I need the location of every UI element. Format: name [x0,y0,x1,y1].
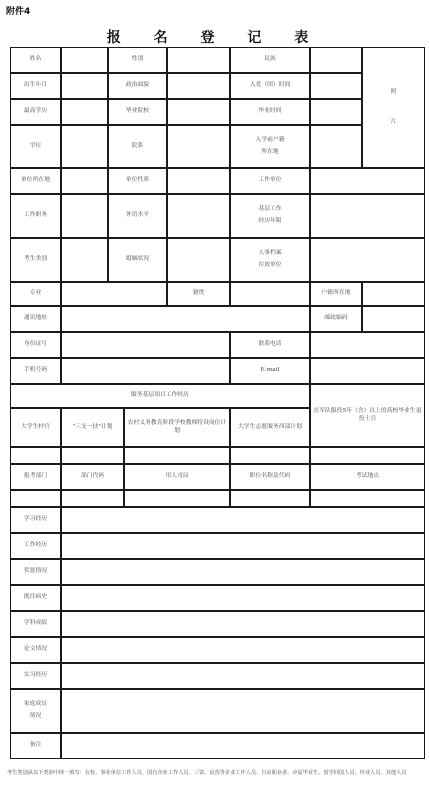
label-archive [230,238,310,282]
label-western-volunteer: 大学生志愿服务西部计划 [230,408,310,447]
label-awards: 奖惩情况 [10,559,61,585]
label-study-history: 学习经历 [10,507,61,533]
field-email[interactable] [310,358,425,384]
label-family-line1: 家庭成员 [23,701,48,708]
field-grad-school[interactable] [167,99,230,125]
field-education[interactable] [61,99,108,125]
label-dept-applied: 报考部门 [10,464,61,490]
label-marital: 婚姻状况 [108,238,167,282]
field-postcode[interactable] [362,306,425,332]
label-dept-code: 部门代码 [61,464,124,490]
field-past-illness[interactable] [61,585,425,611]
label-id-no: 身份证号 [10,332,61,358]
label-grassroots [230,194,310,238]
label-gender: 性别 [108,47,167,73]
field-foreign-lang[interactable] [167,194,230,238]
field-remarks[interactable] [61,733,425,759]
label-papers: 论文情况 [10,637,61,663]
label-birth: 出生年月 [10,73,61,99]
label-mobile: 手机号码 [10,358,61,384]
field-internship[interactable] [61,663,425,689]
field-phone[interactable] [310,332,425,358]
field-marital[interactable] [167,238,230,282]
field-sanzhi-yifu[interactable] [61,447,124,464]
label-ethnicity: 民族 [230,47,310,73]
service-header: 服务基层项目工作经历 [10,384,310,408]
label-name: 姓名 [10,47,61,73]
photo-label-2: 片 [390,118,397,125]
field-position-code[interactable] [230,490,310,507]
label-army: 在军队服役5年（含）以上的高校毕业生退役士兵 [310,384,425,447]
label-archive-line1: 人事档案 [258,250,282,257]
label-internship: 实习经历 [10,663,61,689]
label-position-code: 职位名称及代码 [230,464,310,490]
field-mobile[interactable] [61,358,230,384]
field-party-join[interactable] [310,73,362,99]
label-exam-site: 考试地点 [310,464,425,490]
label-phone: 联系电话 [230,332,310,358]
field-gender[interactable] [167,47,230,73]
label-candidate-type: 考生类别 [10,238,61,282]
label-education: 最高学历 [10,99,61,125]
field-western-volunteer[interactable] [230,447,310,464]
label-archive-line2: 存放单位 [258,262,282,268]
label-work-history: 工作经历 [10,533,61,559]
footnote: 考生类别从以下类别中择一填写：在校、事业单位工作人员、国有企业工作人员、三资、民营等企业工作人员、自由职业者、应届毕业生、留学回国人员、待业人员、其他人员 [7,770,407,776]
field-archive[interactable] [310,238,425,282]
label-grassroots-line1: 基层工作 [258,206,282,213]
field-study-history[interactable] [61,507,425,533]
field-hukou-loc[interactable] [362,282,425,306]
label-work-unit-nature: 单位性质 [108,168,167,194]
field-specialty[interactable] [61,282,167,306]
label-grassroots-line2: 经历年限 [258,218,282,224]
label-remarks: 备注 [10,733,61,759]
photo-label-1: 照 [390,88,397,95]
field-major-dept[interactable] [167,125,230,168]
label-email: E-mail [230,358,310,384]
label-hukou-line1: 入学前户籍 [255,136,285,143]
field-family[interactable] [61,689,425,733]
label-party-join: 入党（团）时间 [230,73,310,99]
label-political: 政治面貌 [108,73,167,99]
field-rural-teacher[interactable] [124,447,230,464]
label-native-place: 籍贯 [167,282,230,306]
field-political[interactable] [167,73,230,99]
label-specialty: 专业 [10,282,61,306]
field-army[interactable] [310,447,425,464]
field-birth[interactable] [61,73,108,99]
field-id-no[interactable] [61,332,230,358]
field-native-place[interactable] [230,282,310,306]
field-hukou[interactable] [310,125,362,168]
label-degree: 学位 [10,125,61,168]
field-post[interactable] [61,194,108,238]
label-work-unit-loc: 单位所在地 [10,168,61,194]
photo-box[interactable] [362,47,425,168]
field-grad-time[interactable] [310,99,362,125]
label-village-official: 大学生村官 [10,408,61,447]
field-village-official[interactable] [10,447,61,464]
label-grad-school: 毕业院校 [108,99,167,125]
field-work-unit-loc[interactable] [61,168,108,194]
field-name[interactable] [61,47,108,73]
label-major-dept: 院系 [108,125,167,168]
label-postcode: 邮政编码 [310,306,362,332]
field-dept-applied[interactable] [10,490,61,507]
field-work-unit-nature[interactable] [167,168,230,194]
field-ethnicity[interactable] [310,47,362,73]
field-awards[interactable] [61,559,425,585]
attachment-label: 附件4 [6,7,31,17]
label-post: 工作职务 [10,194,61,238]
field-grassroots[interactable] [310,194,425,238]
label-rural-teacher: 农村义务教育阶段学校教师特设岗位计划 [124,408,230,447]
label-address: 通讯地址 [10,306,61,332]
label-hukou [230,125,310,168]
field-address[interactable] [61,306,310,332]
label-past-illness: 既往病史 [10,585,61,611]
field-dept-code[interactable] [61,490,124,507]
label-research: 学科成绩 [10,611,61,637]
label-family [10,689,61,733]
form-title: 报 名 登 记 表 [106,30,323,46]
label-sanzhi-yifu: "三支一扶"计划 [61,408,124,447]
label-work-unit: 工作单位 [230,168,310,194]
field-papers[interactable] [61,637,425,663]
field-candidate-type[interactable] [61,238,108,282]
label-family-line2: 情况 [29,713,42,719]
field-work-unit[interactable] [310,168,425,194]
label-grad-time: 毕业时间 [230,99,310,125]
label-foreign-lang: 外语水平 [108,194,167,238]
field-work-history[interactable] [61,533,425,559]
label-headcount: 用人司局 [124,464,230,490]
field-headcount[interactable] [124,490,230,507]
field-degree[interactable] [61,125,108,168]
label-hukou-loc: 户籍所在地 [310,282,362,306]
field-exam-site[interactable] [310,490,425,507]
field-research[interactable] [61,611,425,637]
label-hukou-line2: 所在地 [261,148,279,155]
